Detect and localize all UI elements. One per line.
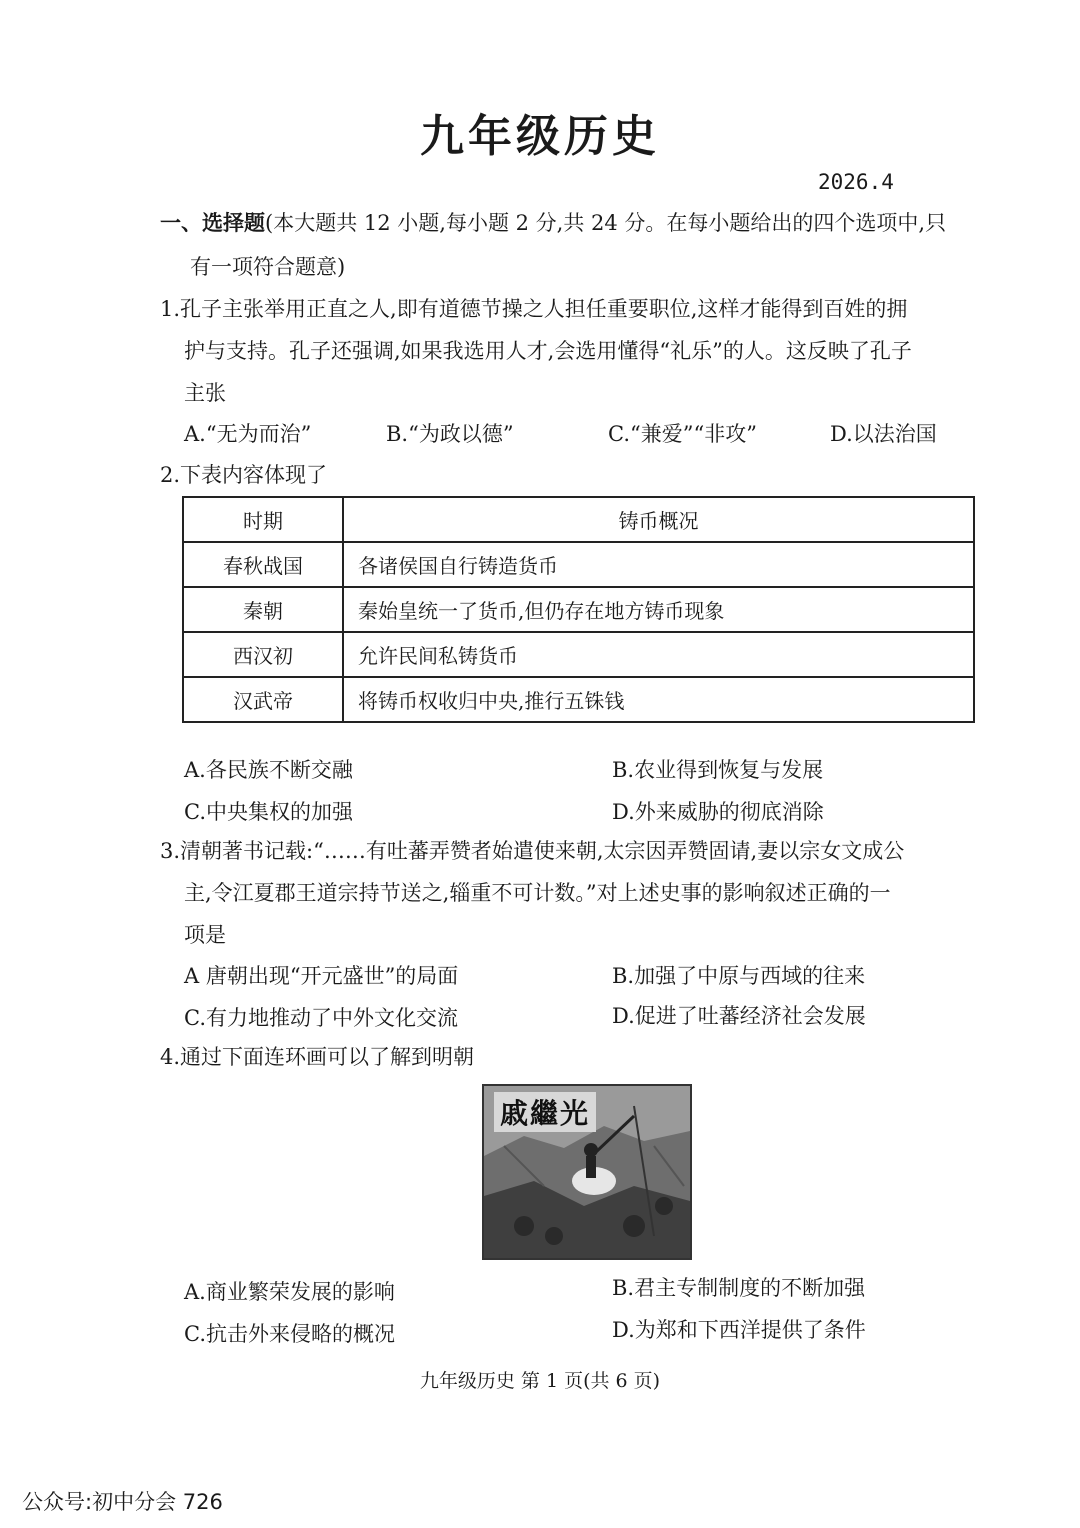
q4-option-b: B.君主专制制度的不断加强 <box>612 1276 866 1300</box>
q3-option-b: B.加强了中原与西域的往来 <box>612 964 866 988</box>
table-cell-coinage: 将铸币权收归中央,推行五铢钱 <box>343 677 974 722</box>
table-header-period: 时期 <box>183 497 343 542</box>
table-cell-period: 汉武帝 <box>183 677 343 722</box>
table-cell-coinage: 秦始皇统一了货币,但仍存在地方铸币现象 <box>343 587 974 632</box>
table-row <box>183 677 974 722</box>
section-instruction: (本大题共 12 小题,每小题 2 分,共 24 分。在每小题给出的四个选项中,只 <box>265 211 947 235</box>
exam-date: 2026.4 <box>818 170 894 194</box>
q1-stem-line3: 主张 <box>184 381 226 405</box>
q1-option-c: C.“兼爱”“非攻” <box>608 422 757 446</box>
q2-option-d: D.外来威胁的彻底消除 <box>612 800 824 824</box>
q4-option-d: D.为郑和下西洋提供了条件 <box>612 1318 866 1342</box>
q3-stem-line2: 主,令江夏郡王道宗持节送之,辎重不可计数。”对上述史事的影响叙述正确的一 <box>184 881 891 905</box>
table-cell-coinage: 允许民间私铸货币 <box>343 632 974 677</box>
table-row <box>183 632 974 677</box>
illustration-caption: 戚繼光 <box>494 1092 596 1132</box>
section-heading: 一、选择题 <box>160 210 265 235</box>
q4-stem: 4.通过下面连环画可以了解到明朝 <box>160 1045 475 1069</box>
section-heading-line <box>160 208 946 238</box>
table-cell-period: 西汉初 <box>183 632 343 677</box>
q4-option-a: A.商业繁荣发展的影响 <box>184 1280 395 1304</box>
comic-illustration <box>482 1084 692 1260</box>
q2-option-c: C.中央集权的加强 <box>184 800 353 824</box>
q3-option-d: D.促进了吐蕃经济社会发展 <box>612 1004 866 1028</box>
table-row <box>183 587 974 632</box>
q4-option-c: C.抗击外来侵略的概况 <box>184 1322 395 1346</box>
page-title: 九年级历史 <box>420 111 660 162</box>
q1-option-a: A.“无为而治” <box>184 422 312 446</box>
q3-option-c: C.有力地推动了中外文化交流 <box>184 1006 458 1030</box>
q1-option-b: B.“为政以德” <box>386 422 514 446</box>
q3-stem-line1: 3.清朝著书记载:“……有吐蕃弄赞者始遣使来朝,太宗因弄赞固请,妻以宗女文成公 <box>160 839 905 863</box>
q2-option-b: B.农业得到恢复与发展 <box>612 758 824 782</box>
watermark-text: 公众号:初中分会 726 <box>22 1490 223 1514</box>
q3-stem-line3: 项是 <box>184 923 226 947</box>
page-footer: 九年级历史 第 1 页(共 6 页) <box>419 1370 661 1392</box>
q1-option-d: D.以法治国 <box>830 422 937 446</box>
q2-stem: 2.下表内容体现了 <box>160 463 328 487</box>
section-instruction-cont: 有一项符合题意) <box>190 255 346 279</box>
table-header-coinage: 铸币概况 <box>343 497 974 542</box>
coinage-table <box>182 496 975 723</box>
q1-stem-line1: 1.孔子主张举用正直之人,即有道德节操之人担任重要职位,这样才能得到百姓的拥 <box>160 297 908 321</box>
table-cell-period: 秦朝 <box>183 587 343 632</box>
table-cell-coinage: 各诸侯国自行铸造货币 <box>343 542 974 587</box>
q2-option-a: A.各民族不断交融 <box>184 758 353 782</box>
table-row <box>183 542 974 587</box>
q1-stem-line2: 护与支持。孔子还强调,如果我选用人才,会选用懂得“礼乐”的人。这反映了孔子 <box>184 339 912 363</box>
q3-option-a: A 唐朝出现“开元盛世”的局面 <box>184 964 459 988</box>
table-header-row <box>183 497 974 542</box>
table-cell-period: 春秋战国 <box>183 542 343 587</box>
